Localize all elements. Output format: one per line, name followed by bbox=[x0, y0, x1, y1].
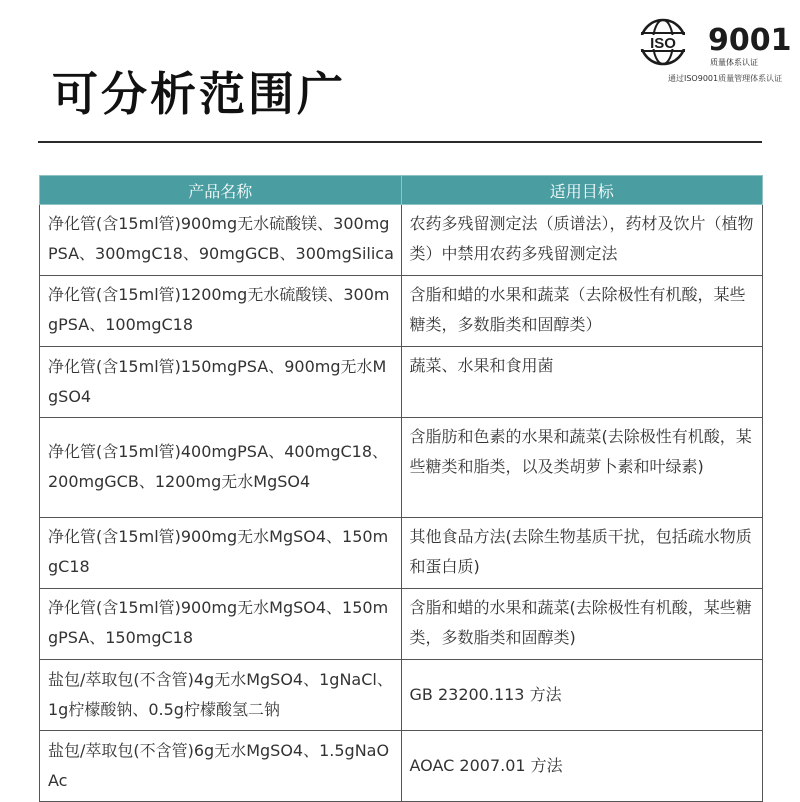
product-name-cell: 盐包/萃取包(不含管)4g无水MgSO4、1gNaCl、1g柠檬酸钠、0.5g柠檬酸氢二钠 bbox=[40, 660, 402, 731]
target-cell: AOAC 2007.01 方法 bbox=[401, 731, 763, 802]
iso-subtitle: 质量体系认证 bbox=[710, 58, 758, 67]
target-cell: 其他食品方法(去除生物基质干扰，包括疏水物质和蛋白质) bbox=[401, 518, 763, 589]
table-row bbox=[40, 731, 763, 802]
page-heading: 可分析范围广 bbox=[52, 67, 346, 121]
table-header-row bbox=[40, 176, 763, 205]
column-header-target: 适用目标 bbox=[401, 176, 763, 205]
heading-divider bbox=[38, 141, 762, 143]
iso-number: 9001 bbox=[708, 23, 792, 58]
iso-caption: 通过ISO9001质量管理体系认证 bbox=[668, 74, 783, 83]
iso-certification-badge bbox=[630, 18, 792, 90]
table-row bbox=[40, 205, 763, 276]
svg-text:ISO: ISO bbox=[650, 35, 676, 52]
product-name-cell: 净化管(含15ml管)900mg无水硫酸镁、300mgPSA、300mgC18、90mgGCB、300mgSilica bbox=[40, 205, 402, 276]
target-cell: GB 23200.113 方法 bbox=[401, 660, 763, 731]
table-row bbox=[40, 276, 763, 347]
table-row bbox=[40, 589, 763, 660]
target-cell: 含脂和蜡的水果和蔬菜（去除极性有机酸，某些糖类，多数脂类和固醇类） bbox=[401, 276, 763, 347]
table-row bbox=[40, 347, 763, 418]
table-row bbox=[40, 418, 763, 518]
product-name-cell: 净化管(含15ml管)900mg无水MgSO4、150mgPSA、150mgC18 bbox=[40, 589, 402, 660]
target-cell: 蔬菜、水果和食用菌 bbox=[401, 347, 763, 418]
table-row bbox=[40, 518, 763, 589]
product-name-cell: 净化管(含15ml管)1200mg无水硫酸镁、300mgPSA、100mgC18 bbox=[40, 276, 402, 347]
column-header-product: 产品名称 bbox=[40, 176, 402, 205]
table-row bbox=[40, 660, 763, 731]
product-name-cell: 盐包/萃取包(不含管)6g无水MgSO4、1.5gNaOAc bbox=[40, 731, 402, 802]
target-cell: 农药多残留测定法（质谱法），药材及饮片（植物类）中禁用农药多残留测定法 bbox=[401, 205, 763, 276]
product-name-cell: 净化管(含15ml管)900mg无水MgSO4、150mgC18 bbox=[40, 518, 402, 589]
product-name-cell: 净化管(含15ml管)150mgPSA、900mg无水MgSO4 bbox=[40, 347, 402, 418]
product-table bbox=[39, 175, 763, 802]
target-cell: 含脂肪和色素的水果和蔬菜(去除极性有机酸，某些糖类和脂类，以及类胡萝卜素和叶绿素) bbox=[401, 418, 763, 518]
product-name-cell: 净化管(含15ml管)400mgPSA、400mgC18、200mgGCB、1200mg无水MgSO4 bbox=[40, 418, 402, 518]
target-cell: 含脂和蜡的水果和蔬菜(去除极性有机酸，某些糖类，多数脂类和固醇类) bbox=[401, 589, 763, 660]
iso-logo-icon bbox=[630, 18, 696, 66]
